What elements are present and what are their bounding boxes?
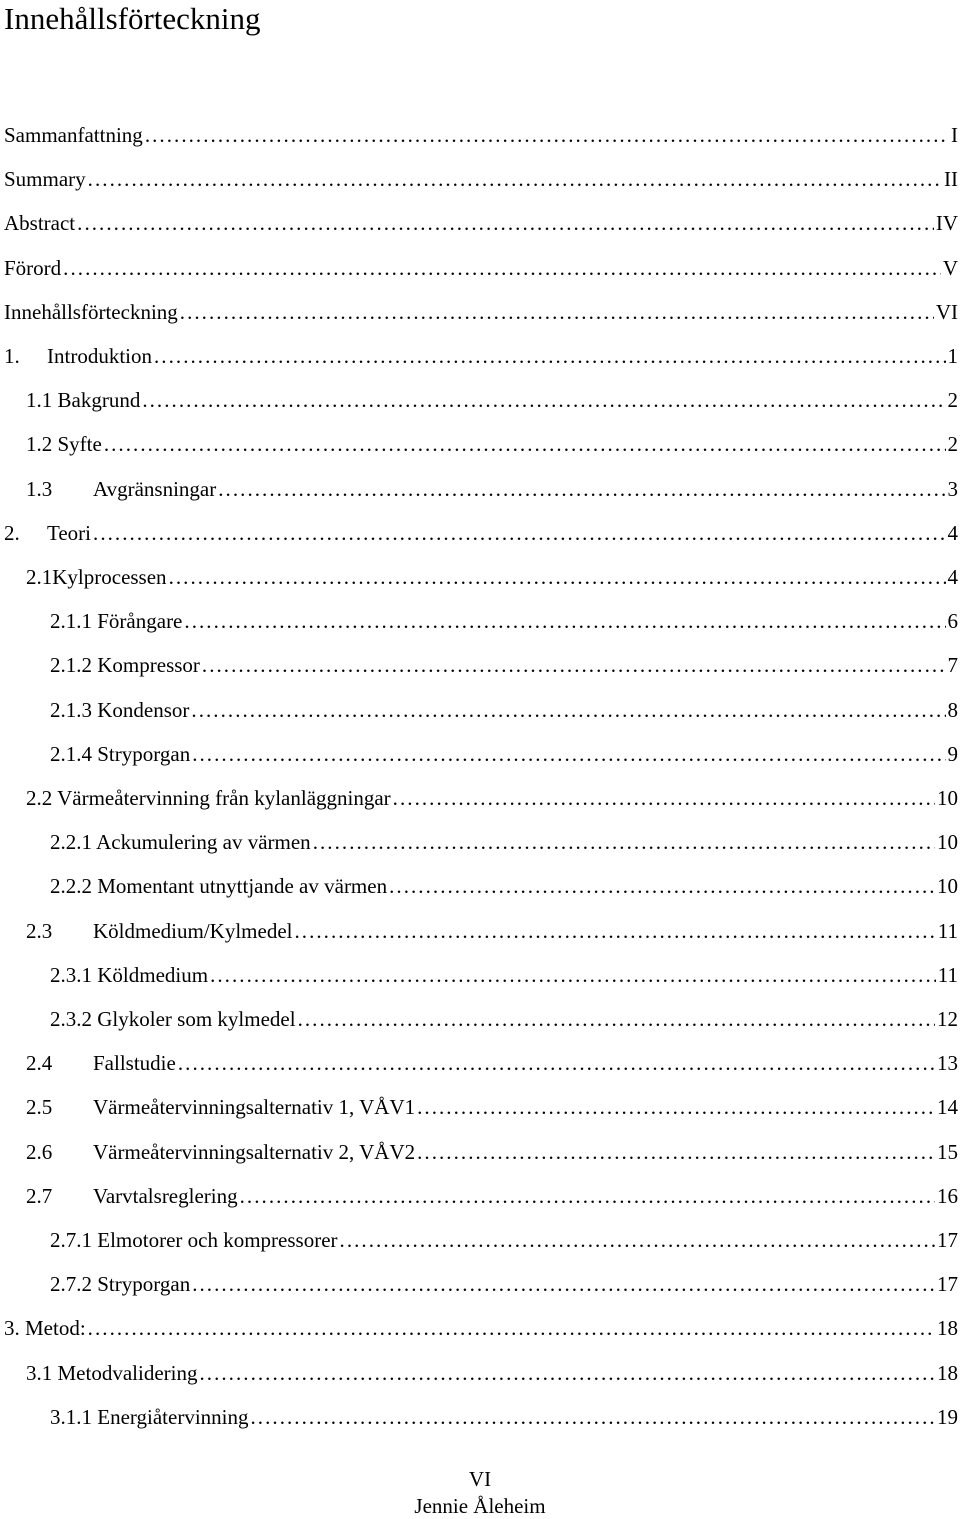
toc-entry-title: 2.3.2 Glykoler som kylmedel [50,1007,296,1031]
toc-entry[interactable] [50,606,958,636]
toc-dot-leader [93,518,945,548]
toc-entry-page: I [951,123,958,147]
toc-entry[interactable] [50,960,958,990]
toc-entry[interactable] [4,164,958,194]
toc-entry[interactable] [50,871,958,901]
toc-entry-title [26,1181,238,1211]
toc-dot-leader [77,208,934,238]
toc-entry-title [26,1137,415,1167]
toc-entry-title: 3.1 Metodvalidering [26,1360,198,1385]
toc-entry-page: 14 [937,1095,958,1120]
toc-entry-title: 2.2.1 Ackumulering av värmen [50,830,311,855]
toc-entry-title: Abstract [4,211,76,236]
toc-dot-leader [218,474,945,504]
toc-dot-leader [178,1048,935,1078]
toc-entry-page: 3 [947,476,958,501]
toc-entry-page: 18 [937,1316,958,1341]
toc-dot-leader [191,695,945,725]
toc-entry-page: 2 [947,388,958,413]
toc-entry[interactable] [50,1225,958,1255]
toc-dot-leader [417,1092,935,1122]
toc-entry-text: Värmeåtervinningsalternativ 2, VÅV2 [93,1139,416,1164]
toc-entry-title [26,474,216,504]
toc-entry-page: 17 [937,1228,958,1252]
toc-dot-leader [88,1313,935,1343]
toc-dot-leader [393,783,935,813]
toc-entry-title: 1.1 Bakgrund [26,388,141,413]
toc-entry[interactable] [4,1313,958,1343]
toc-entry-title: 3. Metod: [4,1316,86,1341]
toc-entry-title [26,1048,176,1078]
toc-entry-page: 9 [947,741,958,766]
toc-entry-page: 11 [937,918,958,943]
toc-entry-page: 4 [947,520,958,545]
toc-entry-number: 1. [4,344,20,368]
toc-dot-leader [251,1402,936,1432]
toc-dot-leader [389,871,935,901]
toc-entry-page: 18 [937,1360,958,1385]
toc-dot-leader [154,341,946,371]
footer-author: Jennie Åleheim [414,1494,546,1518]
toc-entry[interactable] [4,518,958,548]
toc-entry-title: 2.1.4 Stryporgan [50,741,191,766]
toc-entry-page: 7 [947,653,958,678]
toc-entry-page: 8 [947,697,958,722]
toc-entry[interactable] [26,429,958,459]
toc-entry-page: 19 [937,1404,958,1429]
toc-entry-title: Innehållsförteckning [4,299,178,324]
toc-entry-title: Sammanfattning [4,123,143,147]
toc-dot-leader [202,650,946,680]
toc-dot-leader [145,120,949,150]
toc-entry-text: Värmeåtervinningsalternativ 1, VÅV1 [93,1095,416,1120]
toc-entry-number: 2.6 [26,1139,53,1164]
toc-entry-page: V [942,255,958,280]
toc-entry[interactable] [50,695,958,725]
toc-entry-number: 2.7 [26,1183,53,1208]
toc-entry-page: II [944,167,958,192]
toc-entry[interactable] [26,1181,958,1211]
toc-entry-title: 2.1.2 Kompressor [50,653,200,678]
toc-dot-leader [192,739,945,769]
toc-dot-leader [142,385,945,415]
toc-entry[interactable] [26,474,958,504]
toc-dot-leader [180,297,934,327]
toc-entry-page: 10 [937,786,958,810]
toc-entry-title: 3.1.1 Energiåtervinning [50,1404,249,1429]
toc-dot-leader [169,562,946,592]
toc-entry[interactable] [26,1137,958,1167]
toc-entry-title: 2.1Kylprocessen [26,565,167,589]
toc-entry-text: Teori [47,520,92,545]
toc-dot-leader [184,606,945,636]
toc-entry[interactable] [4,253,958,283]
toc-entry-title [26,1092,415,1122]
toc-entry[interactable] [26,385,958,415]
toc-entry-page: 4 [947,565,958,589]
toc-entry-title: 2.7.1 Elmotorer och kompressorer [50,1228,338,1252]
toc-dot-leader [104,429,946,459]
toc-entry-page: 12 [937,1007,958,1031]
toc-entry-page: 10 [937,874,958,899]
toc-entry-title: 2.3.1 Köldmedium [50,962,209,987]
toc-entry-text: Introduktion [47,344,152,368]
toc-entry-title: 2.1.3 Kondensor [50,697,190,722]
toc-entry-title [26,916,292,946]
toc-entry[interactable] [26,916,958,946]
toc-dot-leader [294,916,935,946]
toc-entry-page: 17 [937,1272,958,1297]
toc-entry[interactable] [26,1048,958,1078]
toc-dot-leader [313,827,935,857]
toc-entry-title: 1.2 Syfte [26,432,102,457]
toc-entry-number: 2.5 [26,1095,53,1120]
toc-entry-number: 2. [4,520,20,545]
toc-entry-page: IV [935,211,958,236]
toc-entry[interactable] [50,827,958,857]
toc-entry-title: Förord [4,255,62,280]
toc-entry-text: Köldmedium/Kylmedel [93,918,293,943]
toc-dot-leader [417,1137,935,1167]
page-title: Innehållsförteckning [4,1,261,36]
toc-entry[interactable] [26,783,958,813]
toc-dot-leader [298,1004,935,1034]
toc-entry-title: Summary [4,167,86,192]
toc-entry-number: 2.4 [26,1051,53,1076]
toc-dot-leader [240,1181,935,1211]
toc-dot-leader [88,164,942,194]
toc-entry[interactable] [50,1402,958,1432]
toc-entry-page: 13 [937,1051,958,1076]
toc-entry-title [4,518,91,548]
toc-dot-leader [199,1358,935,1388]
toc-entry-page: 6 [947,609,958,634]
toc-entry-text: Varvtalsreglering [93,1183,238,1208]
toc-entry[interactable] [50,1004,958,1034]
toc-entry[interactable] [4,297,958,327]
toc-entry-number: 2.3 [26,918,53,943]
toc-entry[interactable] [50,739,958,769]
toc-dot-leader [192,1269,935,1299]
toc-entry-page: 10 [937,830,958,855]
toc-entry-page: 1 [947,344,958,368]
toc-entry-title: 2.2.2 Momentant utnyttjande av värmen [50,874,388,899]
toc-entry-number: 1.3 [26,476,53,501]
toc-entry-title [4,341,152,371]
toc-entry-page: 15 [937,1139,958,1164]
toc-entry-page: 16 [937,1183,958,1208]
toc-entry[interactable] [4,341,958,371]
toc-entry[interactable] [50,1269,958,1299]
toc-dot-leader [210,960,936,990]
toc-entry[interactable] [26,1092,958,1122]
toc-dot-leader [340,1225,935,1255]
toc-entry-title: 2.1.1 Förångare [50,609,183,634]
toc-dot-leader [63,253,941,283]
toc-entry[interactable] [4,120,958,150]
footer-page-number: VI [468,1467,492,1491]
toc-entry[interactable] [26,1358,958,1388]
toc-entry-title: 2.2 Värmeåtervinning från kylanläggningar [26,786,391,810]
toc-entry[interactable] [26,562,958,592]
toc-entry[interactable] [4,208,958,238]
toc-entry-page: 2 [947,432,958,457]
toc-entry-page: 11 [937,962,958,987]
toc-entry-page: VI [935,299,958,324]
toc-entry-text: Avgränsningar [93,476,217,501]
toc-entry-title: 2.7.2 Stryporgan [50,1272,191,1297]
toc-entry[interactable] [50,650,958,680]
toc-entry-text: Fallstudie [93,1051,176,1076]
